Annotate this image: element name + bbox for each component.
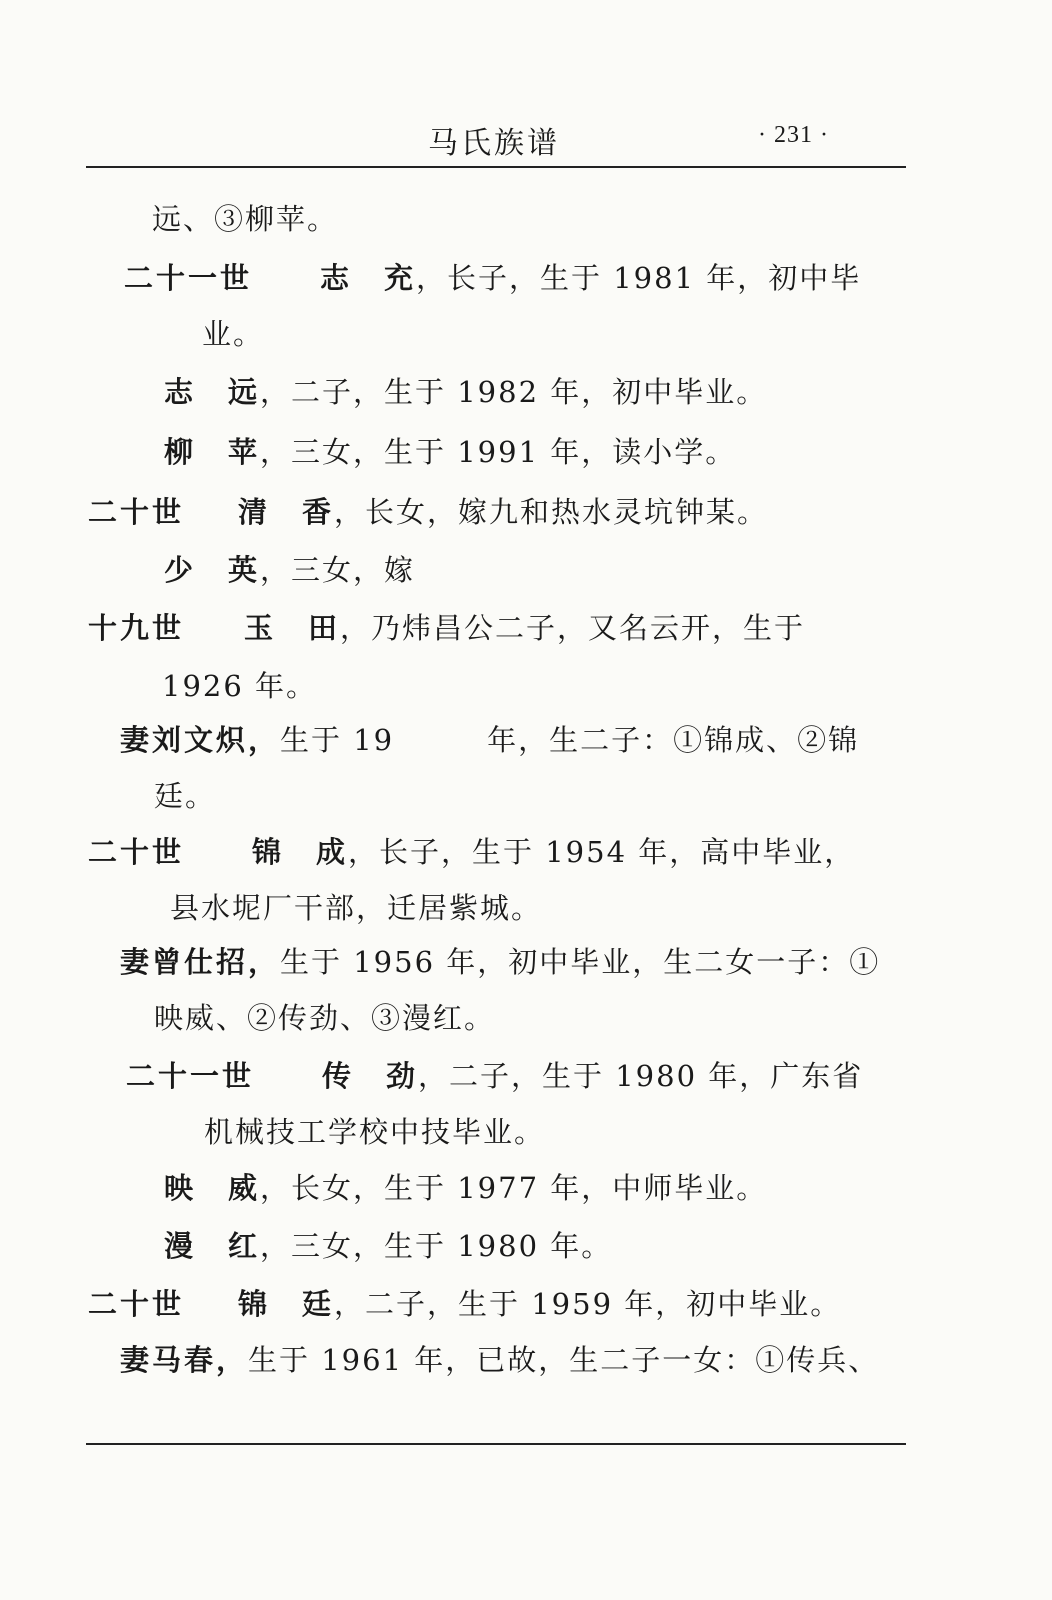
entry-text: ，三女，生于 1980 年。 [260,1229,613,1263]
genealogy-entry [88,606,805,647]
genealogy-entry [88,830,855,871]
entry-text: 映威、②传劲、③漫红。 [154,1001,496,1035]
text-line [202,312,264,353]
person-name: 志 远 [164,375,261,409]
entry-text: ，长女，嫁九和热水灵坑钟某。 [334,495,769,529]
entry-text: ，长子，生于 1954 年，高中毕业， [348,835,856,869]
person-name: 锦 成 [252,835,349,869]
entry-text: 机械技工学校中技毕业。 [204,1115,546,1149]
person-name: 锦 廷 [238,1287,335,1321]
person-name: 映 威 [164,1171,261,1205]
person-name: 漫 红 [164,1229,261,1263]
text-line [162,664,317,705]
genealogy-entry [164,1224,612,1265]
entry-text: 生于 1956 年，初中毕业，生二女一子：① [280,945,881,979]
person-name: 柳 苹 [164,435,261,469]
genealogy-entry [164,370,767,411]
spouse-entry [120,718,859,759]
text-line [204,1110,545,1151]
entry-text: ，长女，生于 1977 年，中师毕业。 [260,1171,768,1205]
text-line [152,197,338,238]
genealogy-entry [88,1282,841,1323]
person-name: 玉 田 [244,611,341,645]
spouse-entry [120,1338,879,1379]
generation-label: 二十世 [88,495,185,529]
entry-text: 廷。 [154,779,217,813]
entry-text: ，二子，生于 1982 年，初中毕业。 [260,375,768,409]
person-name: 清 香 [238,495,335,529]
page-number: · 231 · [758,122,829,148]
footer-rule [86,1443,906,1445]
entry-text: 县水坭厂干部，迁居紫城。 [170,891,543,925]
entry-text: ，二子，生于 1980 年，广东省 [418,1059,864,1093]
entry-text: ，二子，生于 1959 年，初中毕业。 [334,1287,842,1321]
entry-text: ，三女，嫁 [260,553,416,587]
genealogy-entry [164,1166,767,1207]
entry-text: 业。 [202,317,265,351]
generation-label: 二十世 [88,835,185,869]
generation-label: 二十一世 [124,261,253,295]
text-line [170,886,542,927]
genealogy-entry [88,490,768,531]
person-name: 少 英 [164,553,261,587]
generation-label: 二十一世 [126,1059,255,1093]
header-rule [86,166,906,168]
entry-text: ，三女，生于 1991 年，读小学。 [260,435,737,469]
entry-text: ，长子，生于 1981 年，初中毕 [416,261,862,295]
entry-text: 1926 年。 [162,669,318,703]
genealogy-entry [164,548,415,589]
person-name: 传 劲 [322,1059,419,1093]
entry-text: ，乃炜昌公二子，又名云开，生于 [340,611,806,645]
spouse-name: 妻曾仕招， [120,945,281,979]
person-name: 志 充 [320,261,417,295]
spouse-name: 妻马春， [120,1343,249,1377]
entry-text: 生于 1961 年，已故，生二子一女：①传兵、 [248,1343,880,1377]
genealogy-entry [126,1054,863,1095]
entry-text: 远、③柳苹。 [152,202,339,236]
text-line [154,774,216,815]
generation-label: 十九世 [88,611,185,645]
generation-label: 二十世 [88,1287,185,1321]
spouse-entry [120,940,880,981]
genealogy-entry [164,430,736,471]
running-header [0,118,1052,161]
text-line [154,996,495,1037]
spouse-name: 妻刘文炽， [120,723,281,757]
genealogy-entry [124,256,861,297]
page-title: 马氏族谱 [428,126,560,161]
entry-text: 生于 19 年，生二子：①锦成、②锦 [280,723,860,757]
